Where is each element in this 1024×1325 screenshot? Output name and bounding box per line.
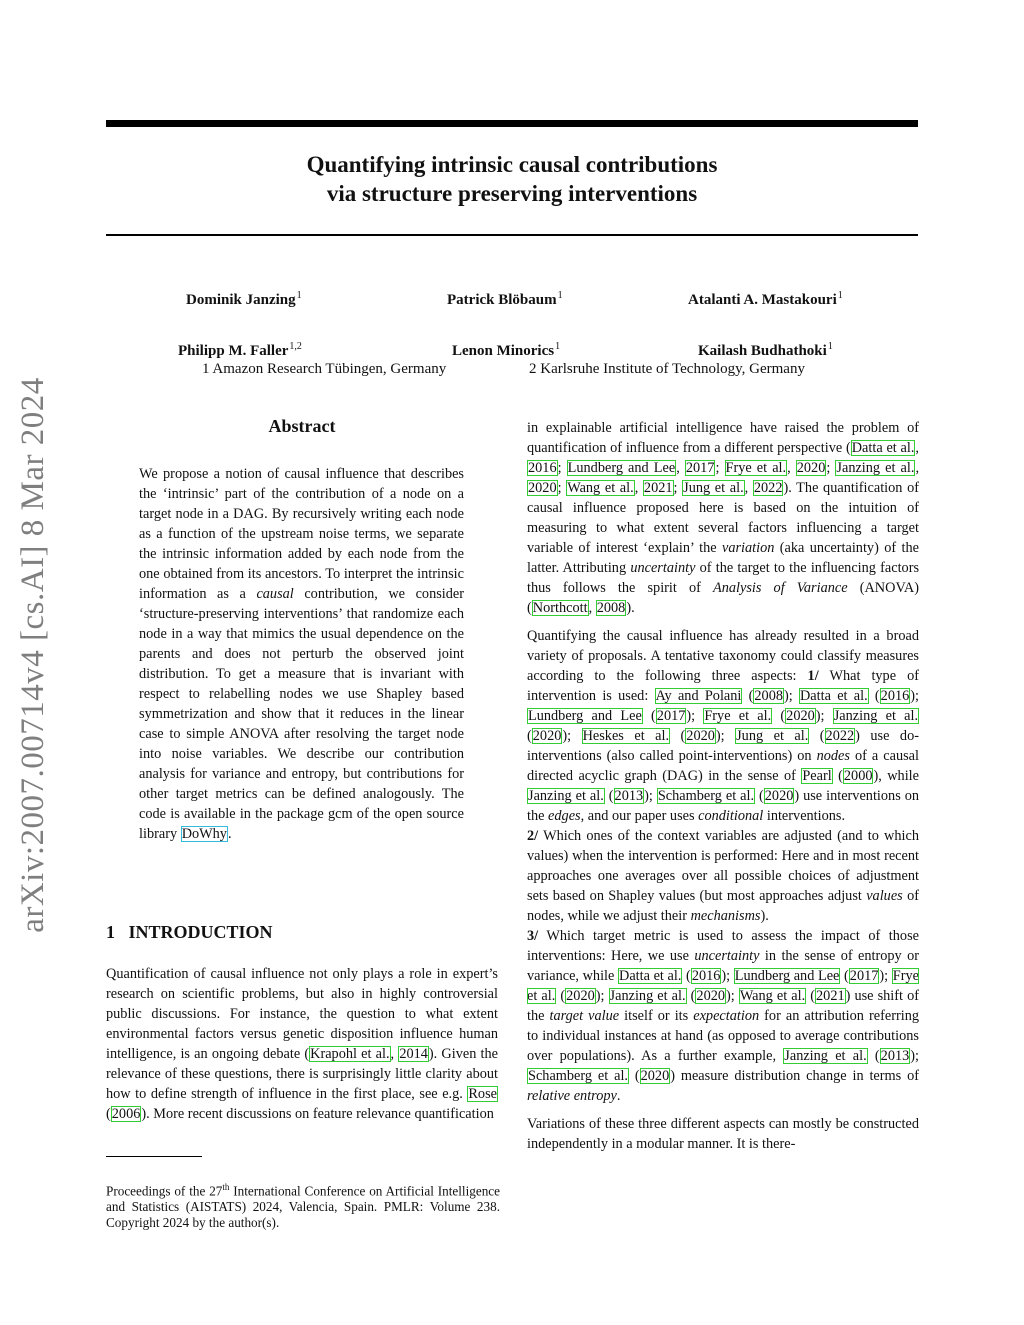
citation-link[interactable]: Jung et al. bbox=[736, 728, 809, 744]
citation-link[interactable]: Pearl bbox=[802, 768, 832, 784]
affiliation-1: 1 Amazon Research Tübingen, Germany bbox=[202, 361, 447, 377]
title-bottom-rule bbox=[106, 234, 918, 236]
citation-link[interactable]: Wang et al. bbox=[739, 988, 806, 1004]
citation-link[interactable]: Frye et al. bbox=[725, 460, 787, 476]
author-1: Dominik Janzing$^1$ bbox=[186, 290, 302, 308]
citation-link[interactable]: 2020 bbox=[764, 788, 794, 804]
title-line-2: via structure preserving interventions bbox=[326, 181, 698, 206]
citation-link[interactable]: 2020 bbox=[532, 728, 562, 744]
citation-link[interactable]: 2020 bbox=[696, 988, 726, 1004]
citation-link[interactable]: 2008 bbox=[596, 600, 626, 616]
citation-link[interactable]: Datta et al. bbox=[619, 968, 682, 984]
affiliation-2: 2 Karlsruhe Institute of Technology, Germany bbox=[529, 361, 805, 377]
citation-link[interactable]: 2020 bbox=[566, 988, 595, 1004]
author-6: Kailash Budhathoki$^1$ bbox=[698, 341, 833, 359]
citation-link[interactable]: 2008 bbox=[754, 688, 783, 704]
citation-link[interactable]: 2017 bbox=[656, 708, 686, 724]
title-line-1: Quantifying intrinsic causal contributions bbox=[306, 152, 718, 177]
citation-link[interactable]: 2014 bbox=[399, 1046, 428, 1062]
citation-link[interactable]: Datta et al. bbox=[851, 440, 915, 456]
author-5: Lenon Minorics$^1$ bbox=[452, 341, 561, 359]
citation-link[interactable]: Northcott bbox=[532, 600, 588, 616]
arxiv-stamp-text: arXiv:2007.00714v4 [cs.AI] 8 Mar 2024 bbox=[15, 377, 51, 933]
section-heading-introduction: 1 INTRODUCTION bbox=[106, 922, 273, 942]
intro-left-column: Quantification of causal influence not only plays a role in expert’s research on scientific problems, but also in highly controversial public discussions. For instance, the question to what extent environmental factors versus genetic disposition influence human intelligence, is an ongoing debate (Krapohl et al., 2014). Given the relevance of these questions, there is surprisingly little clarity about how to define strength of influence in the first place, see e.g. Rose (2006). More recent discussions on feature relevance quantification bbox=[106, 966, 499, 1122]
citation-link[interactable]: 2022 bbox=[753, 480, 783, 496]
citation-link[interactable]: Ay and Polani bbox=[655, 688, 742, 704]
citation-link[interactable]: 2020 bbox=[786, 708, 815, 724]
citation-link[interactable]: Lundberg and Lee bbox=[734, 968, 840, 984]
citation-link[interactable]: Schamberg et al. bbox=[528, 1068, 628, 1084]
citation-link[interactable]: Janzing et al. bbox=[528, 788, 604, 804]
citation-link[interactable]: 2016 bbox=[691, 968, 721, 984]
citation-link[interactable]: 2017 bbox=[685, 460, 715, 476]
citation-link[interactable]: Lundberg and Lee bbox=[528, 708, 642, 724]
citation-link[interactable]: Schamberg et al. bbox=[657, 788, 755, 804]
abstract-heading: Abstract bbox=[268, 416, 336, 436]
citation-link[interactable]: Janzing et al. bbox=[784, 1048, 867, 1064]
citation-link[interactable]: 2020 bbox=[640, 1068, 670, 1084]
arxiv-stamp bbox=[8, 370, 58, 940]
citation-link[interactable]: Janzing et al. bbox=[836, 460, 915, 476]
citation-link[interactable]: 2006 bbox=[111, 1106, 141, 1122]
paper-title bbox=[106, 150, 918, 208]
intro-right-column bbox=[527, 418, 919, 1162]
citation-link[interactable]: 2013 bbox=[880, 1048, 910, 1064]
author-4: Philipp M. Faller$^{1,2}$ bbox=[178, 341, 302, 359]
citation-link[interactable]: Janzing et al. bbox=[609, 988, 686, 1004]
citation-link[interactable]: 2016 bbox=[880, 688, 910, 704]
citation-link[interactable]: Rose bbox=[468, 1086, 497, 1102]
citation-link[interactable]: 2021 bbox=[643, 480, 673, 496]
citation-link[interactable]: Frye et al. bbox=[527, 968, 919, 1004]
citation-link[interactable]: 2021 bbox=[816, 988, 845, 1004]
citation-link[interactable]: Heskes et al. bbox=[582, 728, 670, 744]
footnote-rule bbox=[106, 1156, 202, 1157]
citation-link[interactable]: Frye et al. bbox=[704, 708, 772, 724]
author-2: Patrick Blöbaum$^1$ bbox=[447, 290, 563, 308]
paragraph: Quantifying the causal influence has already resulted in a broad variety of proposals. A tentative taxonomy could classify measures according to the following three aspects: 1/ What type of intervention is used: Ay and Polani (2008); Datta et al. (2016); Lundberg and Lee (2017); Frye et al. (2020); Janzing et al. (2020); Heskes et al. (2020); Jung et al. (2022) use do-interventions (also called point-interventions) on nodes of a causal directed acyclic graph (DAG) in the sense of Pearl (2000), while Janzing et al. (2013); Schamberg et al. (2020) use interventions on the edges, and our paper uses conditional interventions. 2/ Which ones of the context variables are adjusted (and to which values) when the intervention is performed: Here and in most recent approaches one averages over all possible choices of adjustment sets based on Shapley values (but most approaches adjust values of nodes, while we adjust their mechanisms). 3/ Which target metric is used to assess the impact of those interventions: Here, we use uncertainty in the sense of entropy or variance, while Datta et al. (2016); Lundberg and Lee (2017); Frye et al. (2020); Janzing et al. (2020); Wang et al. (2021) use shift of the target value itself or its expectation for an attribution referring to individual instances at hand (as opposed to average contributions over populations). As a further example, Janzing et al. (2013); Schamberg et al. (2020) measure distribution change in terms of relative entropy. bbox=[527, 628, 920, 1104]
citation-link[interactable]: 2000 bbox=[843, 768, 873, 784]
citation-link[interactable]: 2016 bbox=[528, 460, 557, 476]
citation-link[interactable]: Datta et al. bbox=[799, 688, 868, 704]
paragraph: in explainable artificial intelligence have raised the problem of quantification of influence from a different perspective (Datta et al., 2016; Lundberg and Lee, 2017; Frye et al., 2020; Janzing et al., 2020; Wang et al., 2021; Jung et al., 2022). The quantification of causal influence proposed here is based on the intuition of measuring to what extent several factors influencing a target variable of interest ‘explain’ the variation (aka uncertainty) of the latter. Attributing uncertainty of the target to the influencing factors thus follows the spirit of Analysis of Variance (ANOVA) (Northcott, 2008). bbox=[527, 420, 920, 616]
author-3: Atalanti A. Mastakouri$^1$ bbox=[688, 290, 843, 308]
citation-link[interactable]: 2020 bbox=[686, 728, 715, 744]
citation-link[interactable]: 2020 bbox=[528, 480, 557, 496]
citation-link[interactable]: 2017 bbox=[849, 968, 879, 984]
citation-link[interactable]: 2022 bbox=[825, 728, 855, 744]
citation-link[interactable]: Krapohl et al. bbox=[310, 1046, 390, 1062]
citation-link[interactable]: Jung et al. bbox=[683, 480, 744, 496]
footnote: Proceedings of the 27th International Conference on Artificial Intelligence and Statistics (AISTATS) 2024, Valencia, Spain. PMLR: Volume 238. Copyright 2024 by the author(s). bbox=[106, 1182, 500, 1231]
abstract-body: We propose a notion of causal influence that describes the ‘intrinsic’ part of the contribution of a node on a target node in a DAG. By recursively writing each node as a function of the upstream noise terms, we separate the intrinsic information added by each node from the one obtained from its ancestors. To interpret the intrinsic information as a causal contribution, we consider ‘structure-preserving interventions’ that randomize each node in a way that mimics the usual dependence on the parents and does not perturb the observed joint distribution. To get a measure that is invariant with respect to relabelling nodes we use Shapley based symmetrization and show that it reduces in the linear case to simple ANOVA after resolving the target node into noise variables. We describe our contribution analysis for variance and entropy, but contributions for other target metrics can be defined analogously. The code is available in the package gcm of the open source library DoWhy. bbox=[139, 466, 465, 842]
citation-link[interactable]: Janzing et al. bbox=[833, 708, 919, 724]
citation-link[interactable]: Lundberg and Lee bbox=[567, 460, 676, 476]
dowhy-link[interactable]: DoWhy bbox=[181, 826, 227, 842]
citation-link[interactable]: 2013 bbox=[614, 788, 644, 804]
citation-link[interactable]: 2020 bbox=[796, 460, 826, 476]
citation-link[interactable]: Wang et al. bbox=[567, 480, 634, 496]
paragraph: Variations of these three different aspects can mostly be constructed independently in a modular manner. It is there- bbox=[527, 1116, 919, 1152]
title-top-rule bbox=[106, 120, 918, 127]
